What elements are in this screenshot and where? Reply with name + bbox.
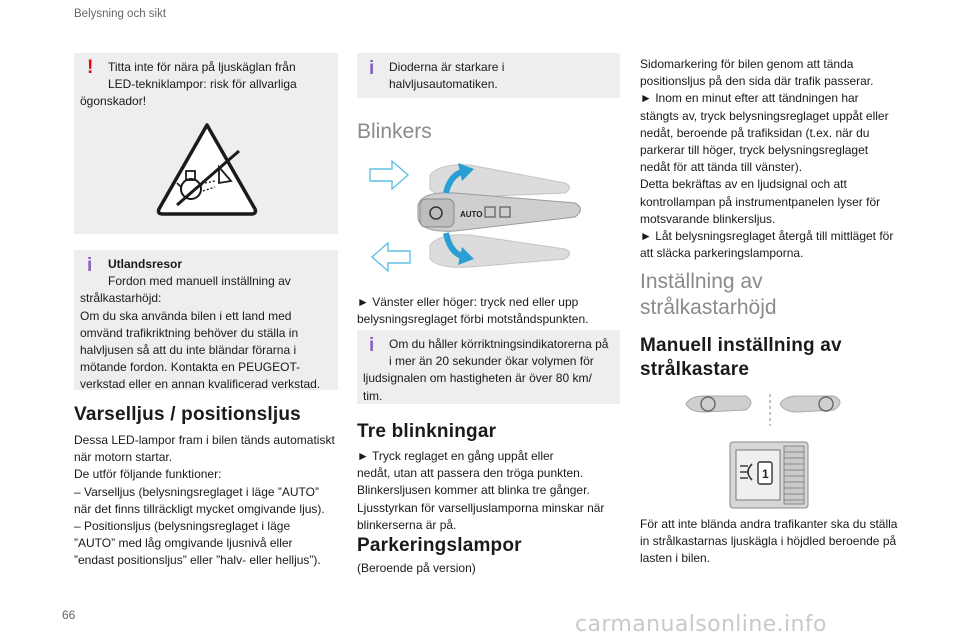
parking-line: positionsljus på den sida där trafik passerar. (640, 74, 874, 89)
parking-heading: Parkeringslampor (357, 535, 522, 556)
abroad-line: Om du ska använda bilen i ett land med (80, 308, 292, 323)
drl-line: – Positionsljus (belysningsreglaget i läge (74, 519, 291, 534)
blinkers-heading: Blinkers (357, 120, 432, 143)
section-title: Belysning och sikt (74, 8, 167, 20)
parking-line: Detta bekräftas av en ljudsignal och att (640, 177, 847, 192)
drl-line: när motorn startar. (74, 450, 173, 465)
indicator-info-box (357, 330, 620, 404)
abroad-line: halvljusen så att du inte bländar förarna i (80, 343, 297, 357)
parking-line: ► Låt belysningsreglaget återgå till mittläget för (640, 229, 894, 244)
parking-line: nedåt för att tända till vänster). (640, 160, 803, 175)
indicator-line: ljudsignalen om hastigheten är över 80 km/ (363, 371, 592, 386)
watermark: carmanualsonline.info (575, 612, 827, 637)
arrow-left-icon (372, 243, 410, 271)
page-number: 66 (62, 608, 76, 622)
parking-line: stängts av, tryck belysningsreglaget uppåt eller (640, 108, 889, 123)
parking-line: att släcka parkeringslamporna. (640, 246, 804, 261)
parking-line: Sidomarkering för bilen genom att tända (640, 57, 854, 71)
diode-line: Dioderna är starkare i (389, 60, 505, 74)
three-blinks-line: ► Tryck reglaget en gång uppåt eller (357, 449, 554, 463)
abroad-title: Utlandsresor (108, 257, 183, 271)
three-blinks-line: blinkerserna är på. (357, 517, 457, 532)
parking-line: parkerar till höger, tryck belysningsreglaget (640, 143, 869, 158)
wheel-value: 1 (762, 467, 769, 481)
indicator-line: i mer än 20 sekunder ökar volymen för (389, 354, 594, 369)
info-mark-icon: i (87, 255, 93, 276)
abroad-line: verkstad eller en annan kvalificerad verkstad. (80, 377, 321, 392)
adjust-wheel (784, 446, 804, 504)
light-stalk-illustration (360, 153, 622, 285)
abroad-line: mötande fordon. Kontakta en PEUGEOT- (80, 360, 301, 375)
headlamp-subheading: Manuell inställning av (640, 335, 842, 356)
headlamp-heading: strålkastarhöjd (640, 296, 777, 319)
drl-heading: Varselljus / positionsljus (74, 404, 301, 425)
abroad-line: strålkastarhöjd: (80, 291, 162, 306)
abroad-info-box (74, 250, 338, 390)
warning-line: Titta inte för nära på ljuskäglan från (108, 60, 296, 74)
three-blinks-line: Ljusstyrkan för varselljuslamporna minskar när (357, 500, 605, 515)
parking-line: motsvarande blinkersljus. (640, 211, 776, 226)
stalk-auto-label: AUTO (460, 210, 483, 219)
info-mark-icon: i (369, 335, 375, 356)
parking-line: ► Inom en minut efter att tändningen har (640, 91, 859, 106)
info-mark-icon: i (369, 58, 375, 79)
drl-line: ”AUTO” med låg omgivande ljusnivå eller (74, 536, 293, 551)
three-blinks-heading: Tre blinkningar (357, 421, 497, 442)
abroad-line: Fordon med manuell inställning av (108, 274, 291, 289)
parking-line: kontrollampan på instrumentpanelen lyser för (640, 194, 881, 209)
warning-mark-icon: ! (87, 57, 94, 78)
three-blinks-line: Blinkersljusen kommer att blinka tre gånger. (357, 483, 590, 498)
three-blinks-line: nedåt, utan att passera den tröga punkten. (357, 466, 584, 481)
indicator-line: tim. (363, 388, 383, 403)
headlamp-adjust-illustration (684, 392, 860, 514)
parking-line: nedåt, beroende på trafiksidan (t.ex. när du (640, 125, 870, 140)
warning-box (74, 53, 338, 234)
headlamp-subheading: strålkastare (640, 359, 750, 380)
warning-line: LED-tekniklampor: risk för allvarliga (108, 77, 297, 92)
arrow-right-icon (370, 161, 408, 189)
diode-line: halvljusautomatiken. (389, 77, 498, 92)
headlamp-line: lasten i bilen. (640, 551, 711, 566)
headlamp-line: in strålkastarnas ljuskägla i höjdled beroende på (640, 534, 897, 549)
drl-line: – Varselljus (belysningsreglaget i läge ”AUTO” (74, 484, 319, 499)
drl-line: ”endast positionsljus” eller ”halv- eller helljus”). (74, 553, 321, 568)
diode-info-box (357, 53, 620, 98)
headlamp-heading: Inställning av (640, 270, 763, 293)
abroad-line: omvänd trafikriktning behöver du ställa in (80, 325, 299, 340)
drl-line: Dessa LED-lampor fram i bilen tänds automatiskt (74, 433, 335, 447)
led-eye-warning-icon (153, 119, 261, 219)
drl-line: när det finns tillräckligt mycket omgivande ljus). (74, 501, 325, 516)
blinkers-line: ► Vänster eller höger: tryck ned eller upp (357, 295, 579, 309)
parking-note: (Beroende på version) (357, 561, 476, 575)
warning-line: ögonskador! (80, 94, 147, 108)
blinkers-line: belysningsreglaget förbi motståndspunkten. (357, 312, 589, 327)
headlamp-line: För att inte blända andra trafikanter ska du ställa (640, 517, 898, 531)
drl-line: De utför följande funktioner: (74, 467, 222, 482)
indicator-line: Om du håller körriktningsindikatorerna på (389, 337, 609, 351)
